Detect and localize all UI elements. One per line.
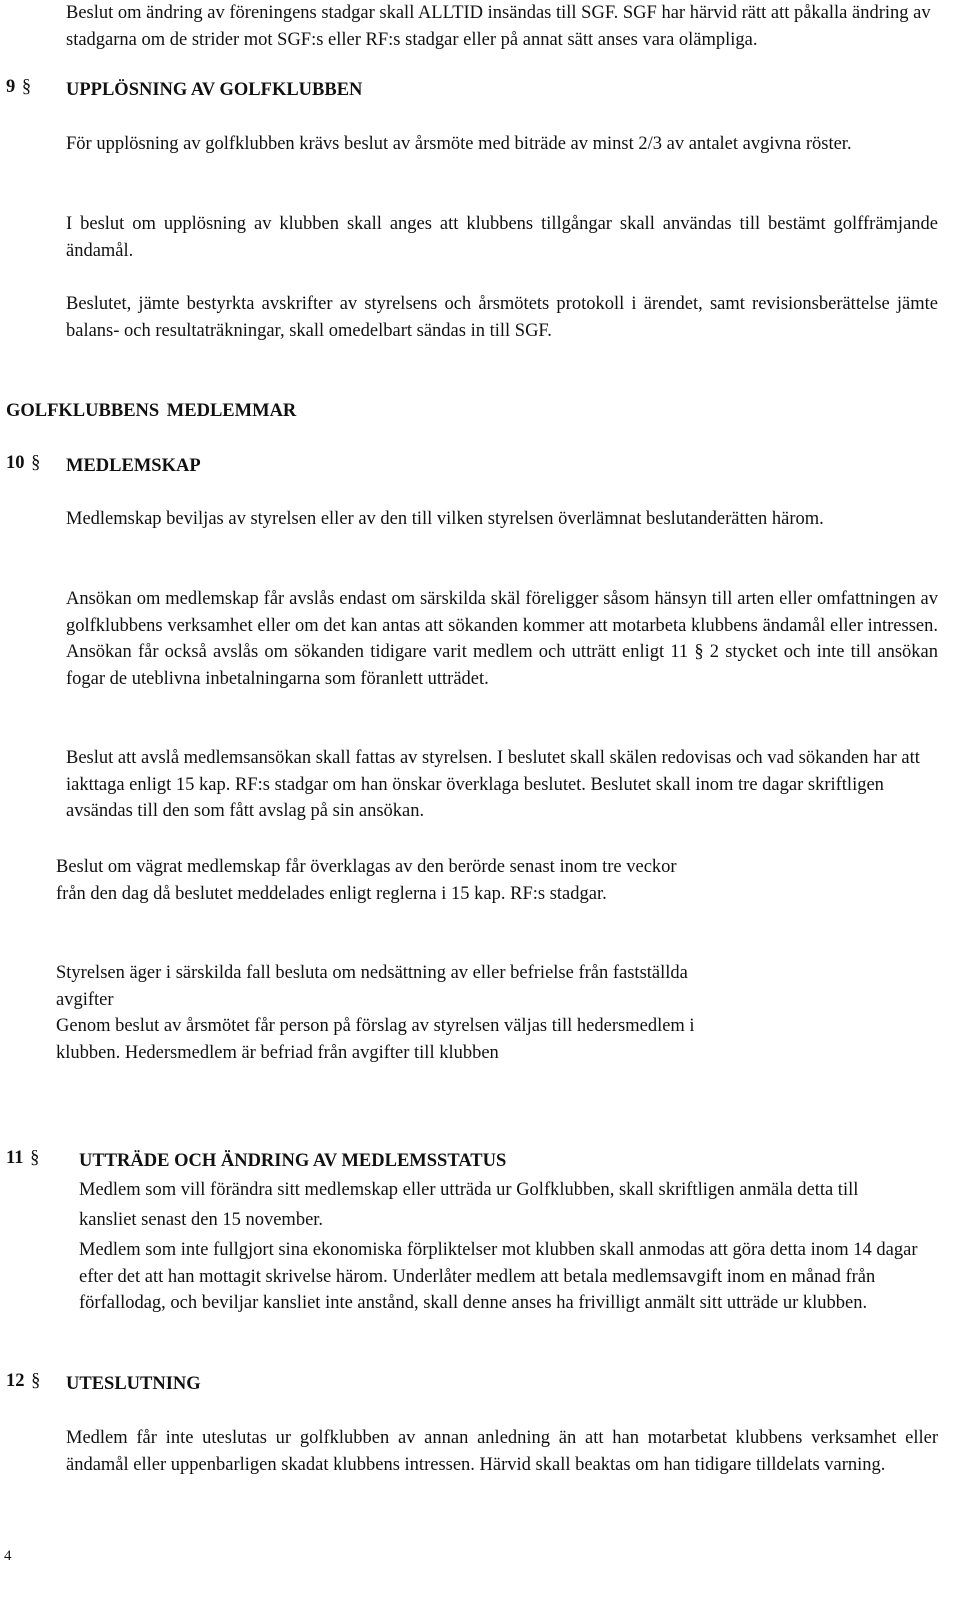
section-number: 11 <box>6 1148 24 1168</box>
paragraph-symbol: § <box>30 1148 40 1168</box>
section-10-paragraph-3: Beslut att avslå medlemsansökan skall fattas av styrelsen. I beslutet skall skälen redovisas och vad sökanden har att iakttaga enligt 15 kap. RF:s stadgar om han önskar överklaga beslutet. Beslutet skall inom tre dagar skriftligen avsändas till den som fått avslag på sin ansökan. <box>66 748 920 821</box>
section-number: 9 <box>6 77 16 97</box>
section-10-paragraph-4: Beslut om vägrat medlemskap får överklagas av den berörde senast inom tre veckor från den dag då beslutet meddelades enligt reglerna i 15 kap. RF:s stadgar. <box>56 857 677 904</box>
section-title: MEDLEMSKAP <box>66 456 201 476</box>
section-10-heading <box>6 453 42 474</box>
section-title: UTTRÄDE OCH ÄNDRING AV MEDLEMSSTATUS <box>79 1151 507 1171</box>
section-number: 12 <box>6 1371 25 1391</box>
section-11-paragraph-1: Medlem som vill förändra sitt medlemskap eller utträda ur Golfklubben, skall skriftligen anmäla detta till kansliet senast den 15 november. <box>79 1180 859 1230</box>
section-9-paragraph-1: För upplösning av golfklubben krävs beslut av årsmöte med biträde av minst 2/3 av antalet avgivna röster. <box>66 134 852 154</box>
section-9-heading <box>6 77 33 98</box>
intro-paragraph: Beslut om ändring av föreningens stadgar skall ALLTID insändas till SGF. SGF har härvid rätt att påkalla ändring av stadgarna om de strider mot SGF:s eller RF:s stadgar eller på annat sätt anses vara olämpliga. <box>66 3 931 50</box>
section-11-heading <box>6 1148 41 1169</box>
section-12-heading <box>6 1371 42 1392</box>
section-number: 10 <box>6 453 25 473</box>
page-number: 4 <box>4 1548 12 1564</box>
section-10-paragraph-6: Genom beslut av årsmötet får person på förslag av styrelsen väljas till hedersmedlem i klubben. Hedersmedlem är befriad från avgifter till klubben <box>56 1016 695 1063</box>
section-10-paragraph-1: Medlemskap beviljas av styrelsen eller av den till vilken styrelsen överlämnat beslutanderätten härom. <box>66 509 824 529</box>
part-heading: GOLFKLUBBENS MEDLEMMAR <box>6 401 297 421</box>
section-11-paragraph-2: Medlem som inte fullgjort sina ekonomiska förpliktelser mot klubben skall anmodas att göra detta inom 14 dagar efter det att han mottagit skrivelse härom. Underlåter medlem att betala medlemsavgift inom en månad från förfallodag, och beviljar kansliet inte anstånd, skall denne anses ha frivilligt anmält sitt utträde ur klubben. <box>79 1240 918 1313</box>
section-title: UTESLUTNING <box>66 1374 201 1394</box>
paragraph-symbol: § <box>31 1371 41 1391</box>
section-title: UPPLÖSNING AV GOLFKLUBBEN <box>66 80 363 100</box>
section-10-paragraph-2: Ansökan om medlemskap får avslås endast om särskilda skäl föreligger såsom hänsyn till arten eller omfattningen av golfklubbens verksamhet eller om det kan antas att sökanden kommer att motarbeta klubbens ändamål eller intressen. Ansökan får också avslås om sökanden tidigare varit medlem och utträtt enligt 11 § 2 stycket och inte till ansökan fogar de uteblivna inbetalningarna som föranlett utträdet. <box>66 589 938 689</box>
section-9-paragraph-3: Beslutet, jämte bestyrkta avskrifter av styrelsens och årsmötets protokoll i ärendet, samt revisionsberättelse jämte balans- och resultaträkningar, skall omedelbart sändas in till SGF. <box>66 294 938 341</box>
section-12-paragraph-1: Medlem får inte uteslutas ur golfklubben av annan anledning än att han motarbetat klubbens verksamhet eller ändamål eller uppenbarligen skadat klubbens intressen. Härvid skall beaktas om han tidigare tilldelats varning. <box>66 1428 938 1475</box>
section-9-paragraph-2: I beslut om upplösning av klubben skall anges att klubbens tillgångar skall användas till bestämt golffrämjande ändamål. <box>66 214 938 261</box>
section-10-paragraph-5: Styrelsen äger i särskilda fall besluta om nedsättning av eller befrielse från fastställda avgifter <box>56 963 688 1010</box>
paragraph-symbol: § <box>31 453 41 473</box>
paragraph-symbol: § <box>21 77 32 97</box>
